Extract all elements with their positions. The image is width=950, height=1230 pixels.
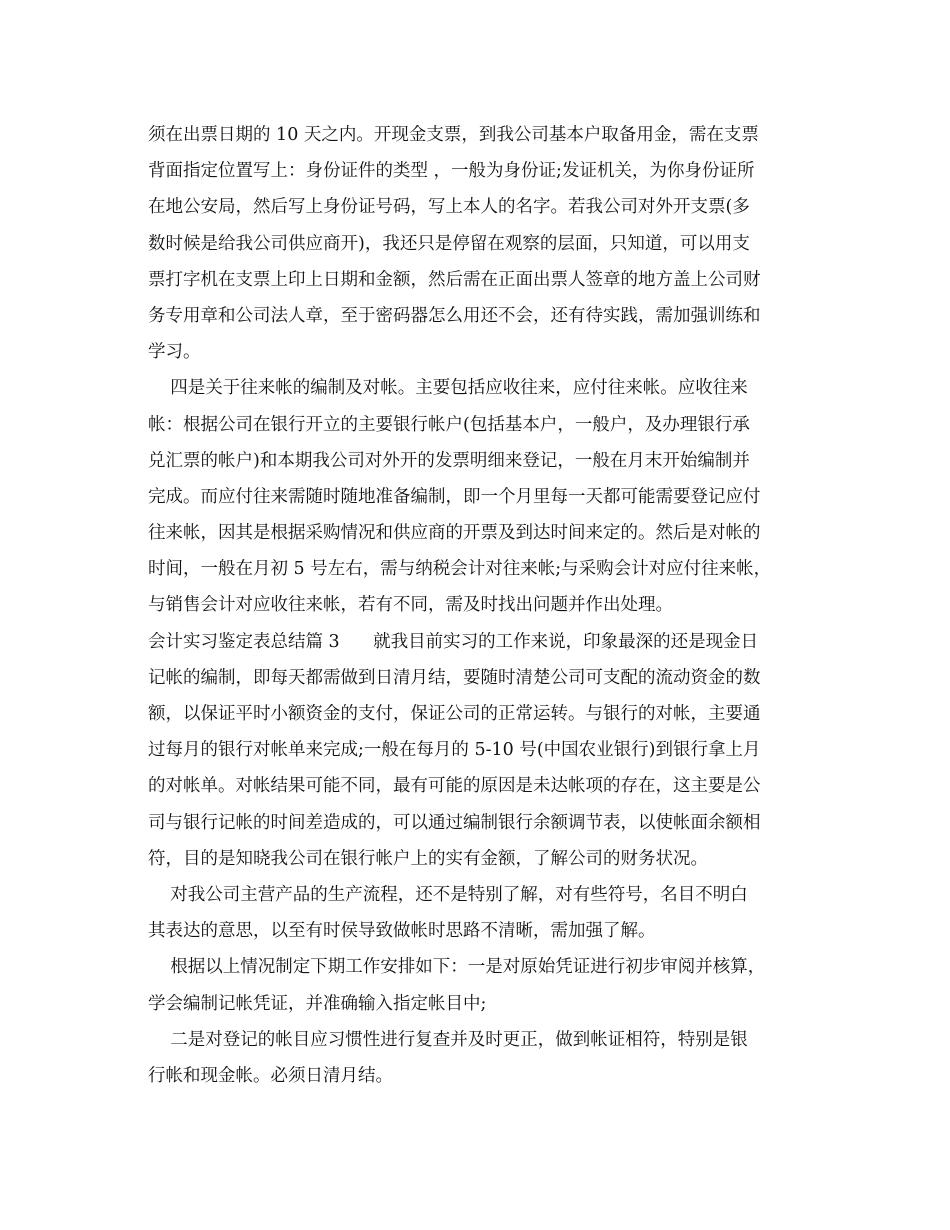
text-line: 帐：根据公司在银行开立的主要银行帐户(包括基本户，一般户，及办理银行承 [148, 414, 750, 435]
text-line: 往来帐，因其是根据采购情况和供应商的开票及到达时间来定的。然后是对帐的 [148, 523, 761, 544]
text-line: 票打字机在支票上印上日期和金额，然后需在正面出票人签章的地方盖上公司财 [148, 269, 761, 290]
text-line: 时间，一般在月初 5 号左右，需与纳税会计对往来帐;与采购会计对应付往来帐， [148, 559, 772, 580]
text-line: 学习。 [148, 342, 201, 363]
text-line: 根据以上情况制定下期工作安排如下：一是对原始凭证进行初步审阅并核算， [148, 957, 766, 978]
text-line: 二是对登记的帐目应习惯性进行复查并及时更正，做到帐证相符，特别是银 [148, 1029, 748, 1050]
text-line: 兑汇票的帐户)和本期我公司对外开的发票明细来登记，一般在月末开始编制并 [148, 450, 750, 471]
text-line: 完成。而应付往来需随时随地准备编制，即一个月里每一天都可能需要登记应付 [148, 486, 761, 507]
section-heading-line: 会计实习鉴定表总结篇 3 就我目前实习的工作来说，印象最深的还是现金日 [148, 631, 759, 652]
text-line: 学会编制记帐凭证，并准确输入指定帐目中; [148, 993, 487, 1014]
text-line: 司与银行记帐的时间差造成的，可以通过编制银行余额调节表，以使帐面余额相 [148, 812, 761, 833]
text-line: 的对帐单。对帐结果可能不同，最有可能的原因是未达帐项的存在，这主要是公 [148, 776, 761, 797]
text-line: 在地公安局，然后写上身份证号码，写上本人的名字。若我公司对外开支票(多 [148, 197, 750, 218]
text-line: 其表达的意思，以至有时侯导致做帐时思路不清晰，需加强了解。 [148, 921, 656, 942]
text-line: 记帐的编制，即每天都需做到日清月结，要随时清楚公司可支配的流动资金的数 [148, 667, 761, 688]
text-line: 务专用章和公司法人章，至于密码器怎么用还不会，还有待实践，需加强训练和 [148, 305, 761, 326]
text-line: 须在出票日期的 10 天之内。开现金支票，到我公司基本户取备用金，需在支票 [148, 125, 759, 145]
text-line: 对我公司主营产品的生产流程，还不是特别了解，对有些符号，名目不明白 [148, 884, 748, 905]
text-line: 背面指定位置写上：身份证件的类型 ，一般为身份证;发证机关，为你身份证所 [148, 161, 755, 182]
text-line: 额，以保证平时小额资金的支付，保证公司的正常运转。与银行的对帐，主要通 [148, 704, 761, 724]
text-line: 过每月的银行对帐单来完成;一般在每月的 5-10 号(中国农业银行)到银行拿上月 [148, 740, 761, 761]
text-line: 行帐和现金帐。必须日清月结。 [148, 1065, 393, 1086]
text-line: 数时候是给我公司供应商开)，我还只是停留在观察的层面，只知道，可以用支 [148, 233, 750, 254]
text-line: 符，目的是知晓我公司在银行帐户上的实有金额，了解公司的财务状况。 [148, 848, 708, 869]
body-text [148, 117, 808, 1094]
text-line: 与销售会计对应收往来帐，若有不同，需及时找出问题并作出处理。 [148, 595, 673, 616]
text-line: 四是关于往来帐的编制及对帐。主要包括应收往来，应付往来帐。应收往来 [148, 378, 748, 399]
